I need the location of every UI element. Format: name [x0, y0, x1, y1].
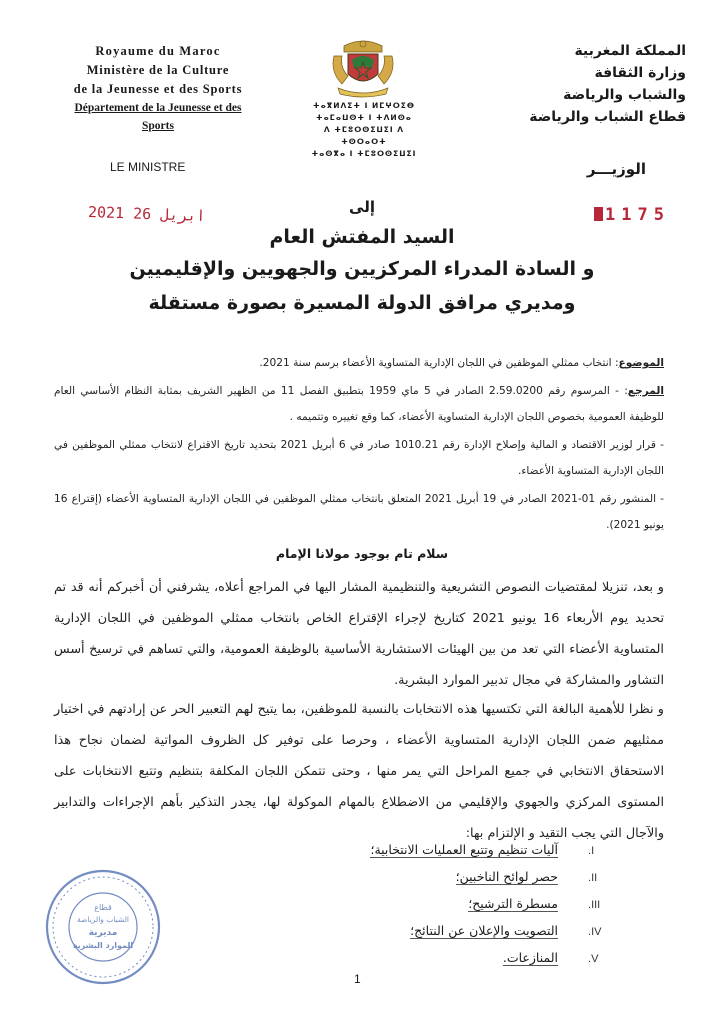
list-item-number: III.	[588, 899, 601, 911]
tifinagh-line-3: ⴷ ⵜⵎⵓⵔⵙⵉⵡⵉⵏ ⴷ ⵜⵙⵔⴰⵔⵜ	[323, 125, 405, 146]
list-item-label: مسطرة الترشيح؛	[468, 896, 558, 911]
department-fr: Département de la Jeunesse et des Sports	[74, 102, 242, 132]
reference-item-1: : - المرسوم رقم 2.59.0200 الصادر في 5 ماي 1959 بتطبيق الفصل 11 من الظهير الشريف بمثابة النظام الأساسي العام للوظيفة العمومية بخصوص اللجان الإدارية المتساوية الأعضاء، كما وقع تغييره وتتميمه .	[54, 385, 664, 423]
reference-2: - قرار لوزير الاقتصاد و المالية وإصلاح الإدارة رقم 1010.21 صادر في 6 أبريل 2021 بتحديد تاريخ الاقتراع لانتخاب ممثلي الموظفين في اللجان الإدارية المتساوية الأعضاء.	[54, 439, 664, 477]
page-number: 1	[354, 972, 361, 986]
stamp-number: 1175	[605, 205, 670, 225]
paragraph-2: و نظرا للأهمية البالغة التي تكتسيها هذه الانتخابات بالنسبة للموظفين، بما يتيح لهم التعبير الحر عن إرادتهم في اختيار ممثليهم ضمن اللجان الإدارية المتساوية الأعضاء ، وحرصا على توفير كل الظروف المواتية لضمان نجاح هذا الاستحقاق الانتخابي في جميع المراحل التي يمر منها ، وحتى تتمكن اللجان المكلفة بتنظيم وتتبع الانتخابات على المستوى المركزي والجهوي والإقليمي من الاضطلاع بالمهام الموكولة لها، يجدر التذكير بأهم الإجراءات والتدابير والآجال التي يجب التقيد و الإلتزام بها:	[54, 702, 664, 841]
list-item-number: IV.	[588, 926, 602, 938]
list-item-label: التصويت والإعلان عن النتائج؛	[410, 923, 558, 938]
recipient-line-3: ومديري مرافق الدولة المسيرة بصورة مستقلة	[148, 292, 576, 314]
list-item	[244, 917, 624, 944]
reference-1	[54, 378, 664, 430]
official-round-stamp	[44, 868, 162, 986]
subject-text: : انتخاب ممثلي الموظفين في اللجان الإدارية المتساوية الأعضاء برسم سنة 2021.	[259, 357, 619, 369]
list-item	[244, 863, 624, 890]
round-stamp-line-3: مديرية	[88, 928, 118, 938]
list-item	[244, 944, 624, 971]
salutation: سلام تام بوجود مولانا الإمام	[275, 546, 449, 561]
kingdom-ar: المملكة المغربية	[574, 43, 686, 59]
list-item-label: آليات تنظيم وتتبع العمليات الانتخابية؛	[370, 842, 558, 857]
measures-list	[244, 836, 624, 971]
reference-3: - المنشور رقم 01-2021 الصادر في 19 أبريل 2021 المتعلق بانتخاب ممثلي الموظفين في اللجان الإدارية المتساوية الأعضاء (إقتراع 16 يونيو 2021).	[54, 493, 664, 531]
list-item	[244, 890, 624, 917]
ministry-fr: Ministère de la Culture	[86, 63, 230, 77]
list-item-label: المنازعات.	[502, 950, 558, 965]
list-item-number: I.	[588, 845, 595, 857]
recipient-line-2: و السادة المدراء المركزيين والجهويين والإقليميين	[129, 258, 595, 280]
round-stamp-line-2: الشباب والرياضة	[77, 915, 129, 924]
tifinagh-line-4: ⵜⴰⵙⴳⴰ ⵏ ⵜⵎⵓⵔⵙⵉⵡⵉⵏ	[311, 149, 417, 158]
header-french	[58, 42, 258, 135]
ministry-ar-cont: والشباب والرياضة	[563, 87, 686, 103]
round-stamp-line-1: قطاع	[94, 903, 112, 912]
list-item-label: حصر لوائح الناخبين؛	[455, 869, 558, 884]
subject-label: الموضوع	[618, 357, 664, 369]
recipient-line-1: السيد المفتش العام	[269, 226, 455, 248]
tifinagh-line-2: ⵜⴰⵎⴰⵡⵙⵜ ⵏ ⵜⴷⵍⵙⴰ	[316, 113, 412, 122]
ministry-fr-cont: de la Jeunesse et des Sports	[73, 82, 243, 96]
header-arabic	[496, 40, 686, 128]
subject-line	[54, 350, 664, 376]
paragraph-1: و بعد، تنزيلا لمقتضيات النصوص التشريعية والتنظيمية المشار اليها في المراجع أعلاه، يشرفني أن أخبركم أنه قد تم تحديد يوم الأربعاء 16 يونيو 2021 كتاريخ لإجراء الإقتراع الخاص بانتخاب ممثلي الموظفين في اللجان الإدارية المتساوية الأعضاء التي تعد من بين الهيئات الاستشارية الأساسية بالوظيفة العمومية، والتي تساهم في ترسيخ أسس التشاور والمشاركة في مجال تدبير الموارد البشرية.	[54, 580, 665, 688]
round-stamp-line-4: الموارد البشرية	[72, 941, 134, 950]
le-ministre-label: LE MINISTRE	[110, 160, 186, 174]
date-stamp: 2021 ابريل 26	[87, 202, 206, 226]
tifinagh-line-1: ⵜⴰⴳⵍⴷⵉⵜ ⵏ ⵍⵎⵖⵔⵉⴱ	[313, 101, 415, 110]
recipient-to: إلى	[349, 198, 375, 216]
tifinagh-header	[300, 100, 428, 160]
kingdom-fr: Royaume du Maroc	[95, 44, 221, 58]
list-item-number: II.	[588, 872, 598, 884]
al-wazir-label: الوزيـــر	[586, 160, 646, 178]
coat-of-arms-icon	[326, 38, 400, 98]
ministry-ar: وزارة الثقافة	[594, 65, 686, 81]
list-item-number: V.	[588, 953, 599, 965]
list-item	[244, 836, 624, 863]
reference-label: المرجع	[627, 385, 664, 397]
department-ar: قطاع الشباب والرياضة	[529, 109, 686, 125]
